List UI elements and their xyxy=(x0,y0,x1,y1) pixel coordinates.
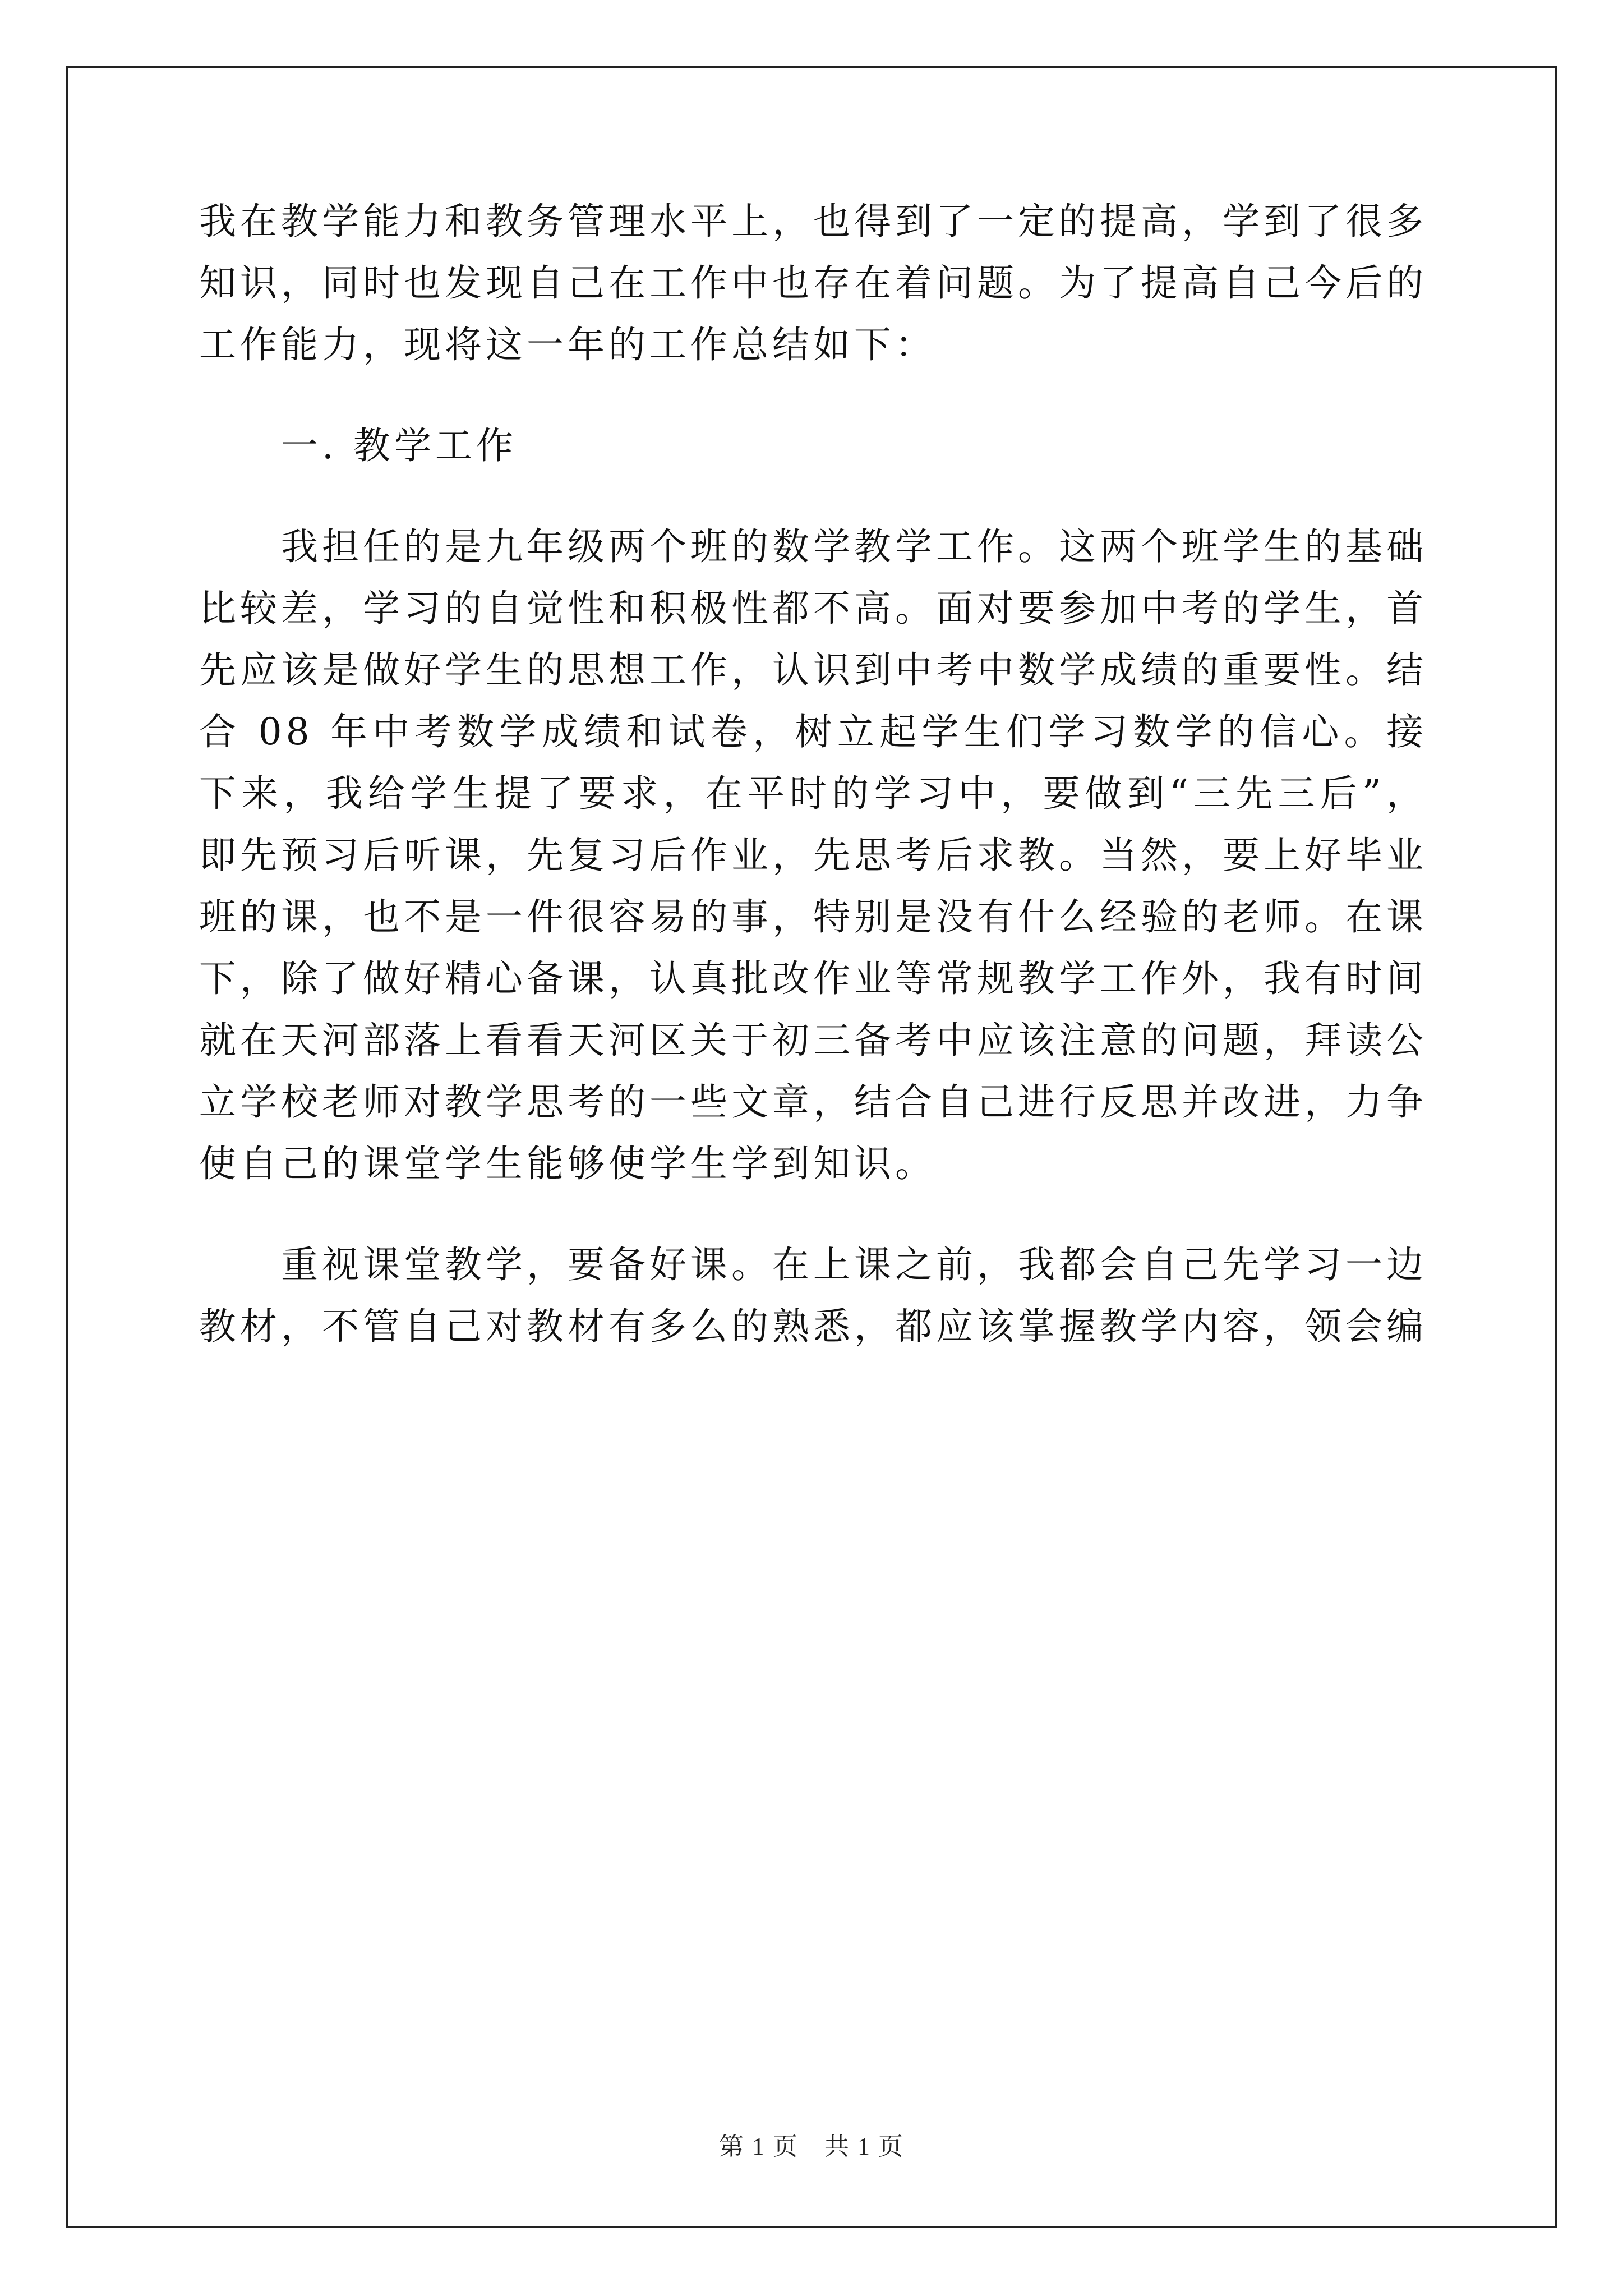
document-body xyxy=(199,191,1427,1358)
paragraph-classroom-teaching: 重视课堂教学，要备好课。在上课之前，我都会自己先学习一边教材，不管自己对教材有多么的熟悉，都应该掌握教学内容，领会编 xyxy=(199,1243,1427,1348)
paragraph-intro: 我在教学能力和教务管理水平上，也得到了一定的提高，学到了很多知识，同时也发现自己在工作中也存在着问题。为了提高自己今后的工作能力，现将这一年的工作总结如下： xyxy=(199,200,1427,366)
page-number-footer: 第 1 页 共 1 页 xyxy=(719,2133,904,2160)
paragraph-teaching-work: 我担任的是九年级两个班的数学教学工作。这两个班学生的基础比较差，学习的自觉性和积极性都不高。面对要参加中考的学生，首先应该是做好学生的思想工作，认识到中考中数学成绩的重要性。结合 08 年中考数学成绩和试卷，树立起学生们学习数学的信心。接下来，我给学生提了要求，在平时的学习中，要做到“三先三后”，即先预习后听课，先复习后作业，先思考后求教。当然，要上好毕业班的课，也不是一件很容易的事，特别是没有什么经验的老师。在课下，除了做好精心备课，认真批改作业等常规教学工作外，我有时间就在天河部落上看看天河区关于初三备考中应该注意的问题，拜读公立学校老师对教学思考的一些文章，结合自己进行反思并改进，力争使自己的课堂学生能够使学生学到知识。 xyxy=(199,525,1427,1185)
section-heading-teaching: 一. 教学工作 xyxy=(281,424,517,467)
